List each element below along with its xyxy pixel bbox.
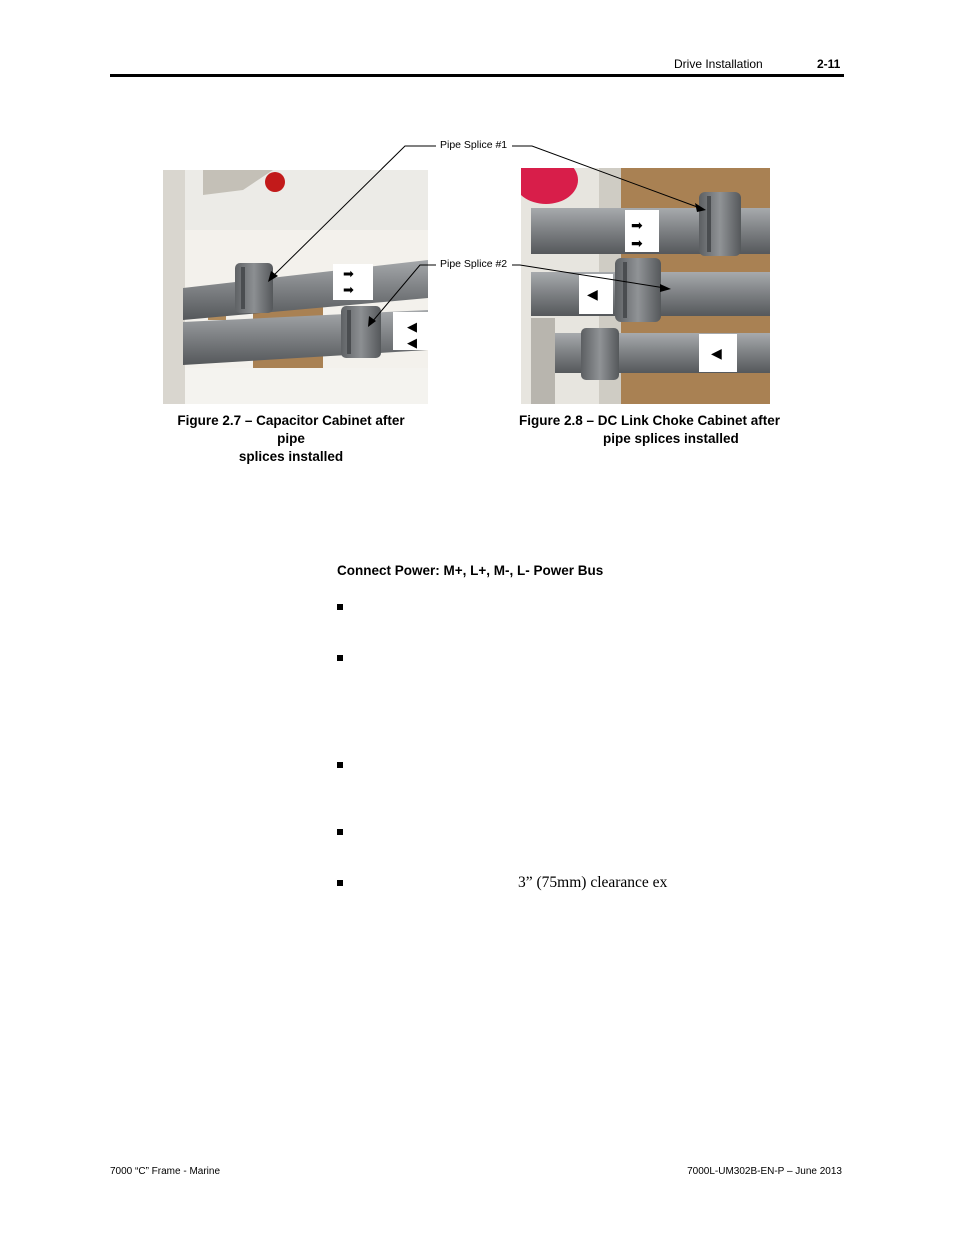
bullet-marker [337,762,343,768]
clearance-text: 3” (75mm) clearance ex [518,874,668,891]
svg-text:➡: ➡ [631,218,643,234]
page-number: 2-11 [817,57,841,71]
section-heading: Connect Power: M+, L+, M-, L- Power Bus [337,563,604,578]
caption-line: Figure 2.7 – Capacitor Cabinet after pipe [177,413,405,446]
running-header-section: Drive Installation [674,57,763,71]
svg-text:➡: ➡ [343,267,354,282]
leader-splice1-right [512,146,700,208]
svg-text:➡: ➡ [631,236,643,252]
figure-2-8-caption [519,412,781,448]
bullet-marker [337,604,343,610]
arrowhead-3 [368,316,376,327]
callout-pipe-splice-2: Pipe Splice #2 [440,258,508,270]
footer-left: 7000 “C” Frame - Marine [110,1166,221,1177]
svg-text:◀: ◀ [587,287,598,303]
caption-line: Figure 2.8 – DC Link Choke Cabinet after [519,413,781,428]
bullet-marker [337,829,343,835]
svg-text:◀: ◀ [711,346,722,362]
arrowhead-2 [695,203,706,212]
svg-text:◀: ◀ [407,320,417,335]
leader-splice2-left [372,265,436,322]
caption-line: pipe splices installed [603,431,739,446]
svg-text:◀: ◀ [407,336,417,351]
figure-2-7-caption [163,412,419,466]
footer-right: 7000L-UM302B-EN-P – June 2013 [687,1166,842,1177]
svg-text:➡: ➡ [343,283,354,298]
callout-pipe-splice-1: Pipe Splice #1 [440,139,508,151]
caption-line: splices installed [238,449,344,464]
leader-splice1-left [273,146,436,276]
bullet-marker [337,655,343,661]
leader-splice2-right [512,265,665,288]
arrowhead-4 [660,284,671,292]
bullet-marker [337,880,343,886]
